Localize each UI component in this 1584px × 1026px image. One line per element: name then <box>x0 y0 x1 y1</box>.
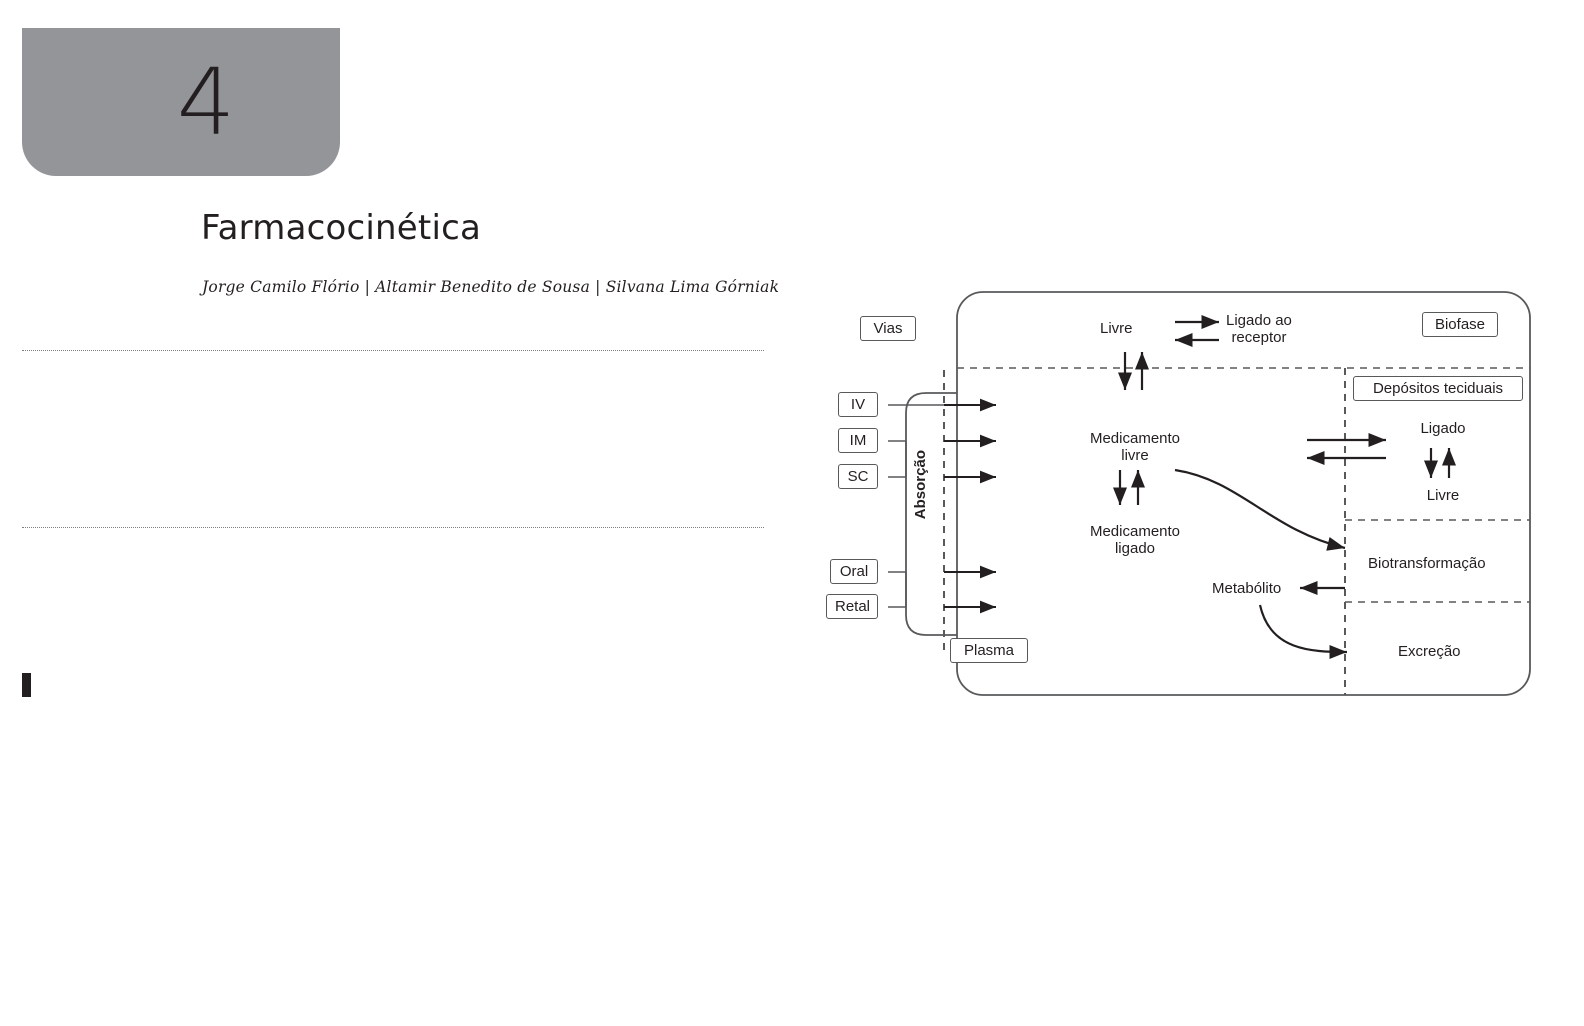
label-medicamento-livre-line1: Medicamento <box>1089 430 1181 447</box>
label-metabolito: Metabólito <box>1212 580 1282 597</box>
to-biotransformation-curve <box>1175 470 1345 548</box>
label-medicamento-ligado <box>1070 523 1200 558</box>
label-medicamento-ligado-line1: Medicamento <box>1089 523 1181 540</box>
chapter-number: 4 <box>176 48 236 156</box>
divider-top <box>22 350 764 351</box>
label-iv: IV <box>838 392 878 417</box>
label-livre-plasma-top: Livre <box>1100 320 1133 337</box>
label-im: IM <box>838 428 878 453</box>
label-plasma: Plasma <box>950 638 1028 663</box>
label-ligado-ao-receptor <box>1226 312 1292 347</box>
label-ligado-ao-receptor-line2: receptor <box>1231 329 1287 347</box>
label-depositos-teciduais: Depósitos teciduais <box>1353 376 1523 401</box>
authors-line: Jorge Camilo Flório | Altamir Benedito de Sousa | Silvana Lima Górniak <box>202 278 780 296</box>
label-medicamento-livre <box>1070 430 1200 465</box>
label-biotransformacao: Biotransformação <box>1368 555 1486 572</box>
label-biofase: Biofase <box>1422 312 1498 337</box>
chapter-number-badge <box>22 28 340 176</box>
label-oral: Oral <box>830 559 878 584</box>
label-livre-tecidual: Livre <box>1426 487 1460 504</box>
divider-bottom <box>22 527 764 528</box>
label-ligado-ao-receptor-line1: Ligado ao <box>1226 312 1292 329</box>
label-medicamento-ligado-line2: ligado <box>1114 540 1156 558</box>
label-retal: Retal <box>826 594 878 619</box>
label-sc: SC <box>838 464 878 489</box>
text-caret <box>22 673 31 697</box>
label-ligado-tecidual: Ligado <box>1420 420 1466 437</box>
label-medicamento-livre-line2: livre <box>1121 447 1149 465</box>
label-vias: Vias <box>860 316 916 341</box>
to-excretion-curve <box>1260 605 1347 652</box>
label-absorcao: Absorção <box>912 450 929 520</box>
pharmacokinetics-diagram <box>820 280 1560 710</box>
label-excrecao: Excreção <box>1398 643 1461 660</box>
page-title: Farmacocinética <box>201 208 482 248</box>
